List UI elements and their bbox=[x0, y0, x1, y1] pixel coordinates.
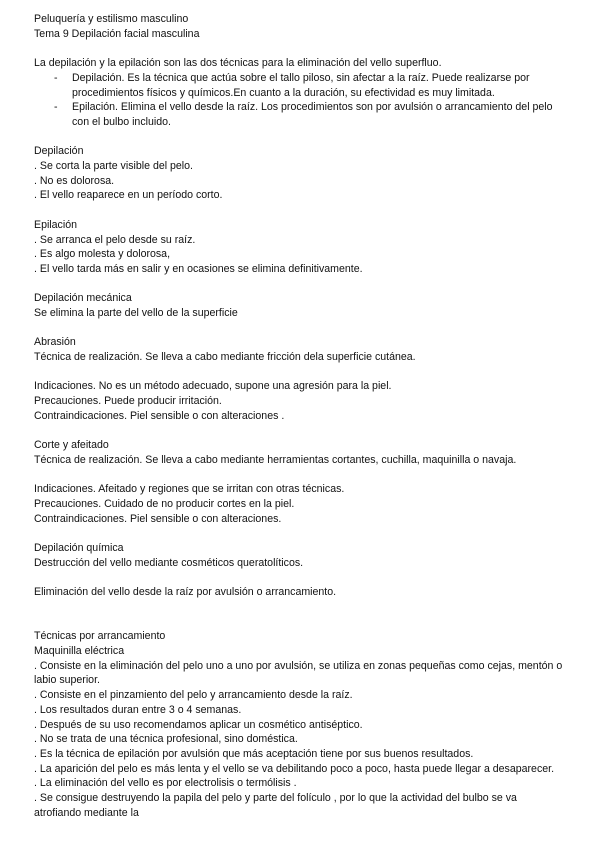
arrancamiento-line: . No se trata de una técnica profesional, sino doméstica. bbox=[34, 733, 298, 746]
section-title-arrancamiento: Técnicas por arrancamiento bbox=[34, 630, 166, 643]
epilacion-line: . Es algo molesta y dolorosa, bbox=[34, 248, 171, 261]
section-title-epilacion: Epilación bbox=[34, 218, 77, 231]
depilacion-line: . El vello reaparece en un período corto. bbox=[34, 189, 223, 202]
section-title-corte: Corte y afeitado bbox=[34, 439, 109, 452]
corte-precauciones: Precauciones. Cuidado de no producir cortes en la piel. bbox=[34, 498, 295, 511]
intro-bullet: - Depilación. Es la técnica que actúa sobre el tallo piloso, sin afectar a la raíz. Puede realizarse por procedimientos físicos y químicos.En cuanto a la duración, su efectividad es muy limitada. bbox=[54, 71, 530, 99]
intro-bullet-text: Depilación. Es la técnica que actúa sobre el tallo piloso, sin afectar a la raíz. Puede realizarse por procedimientos físicos y químicos.En cuanto a la duración, su efectividad es muy limitada. bbox=[72, 71, 530, 99]
section-title-depilacion: Depilación bbox=[34, 145, 84, 158]
arrancamiento-line: . La aparición del pelo es más lenta y el vello se va debilitando poco a poco, hasta puede llegar a desaparecer. bbox=[34, 762, 555, 775]
intro-bullet: - Epilación. Elimina el vello desde la raíz. Los procedimientos son por avulsión o arrancamiento del pelo con el bulbo incluido. bbox=[54, 101, 553, 128]
epilacion-line: . Se arranca el pelo desde su raíz. bbox=[34, 233, 196, 246]
arrancamiento-line: . Los resultados duran entre 3 o 4 semanas. bbox=[34, 703, 242, 716]
section-title-abrasion: Abrasión bbox=[34, 336, 76, 349]
intro-text: La depilación y la epilación son las dos técnicas para la eliminación del vello superfluo. bbox=[34, 57, 442, 70]
arrancamiento-line: . Después de su uso recomendamos aplicar un cosmético antiséptico. bbox=[34, 718, 363, 731]
corte-tecnica: Técnica de realización. Se lleva a cabo mediante herramientas cortantes, cuchilla, maquinilla o navaja. bbox=[34, 453, 517, 466]
course-title: Peluquería y estilismo masculino bbox=[34, 13, 189, 25]
quimica-eliminacion: Eliminación del vello desde la raíz por avulsión o arrancamiento. bbox=[34, 586, 337, 599]
abrasion-indicaciones: Indicaciones. No es un método adecuado, supone una agresión para la piel. bbox=[34, 380, 392, 393]
abrasion-tecnica: Técnica de realización. Se lleva a cabo mediante fricción dela superficie cutánea. bbox=[34, 351, 416, 364]
topic-title: Tema 9 Depilación facial masculina bbox=[34, 27, 200, 40]
mecanica-text: Se elimina la parte del vello de la superficie bbox=[34, 307, 238, 319]
subsection-title-maquinilla: Maquinilla eléctrica bbox=[34, 645, 125, 658]
epilacion-line: . El vello tarda más en salir y en ocasiones se elimina definitivamente. bbox=[34, 262, 363, 275]
depilacion-line: . Se corta la parte visible del pelo. bbox=[34, 160, 193, 172]
abrasion-precauciones: Precauciones. Puede producir irritación. bbox=[34, 395, 222, 408]
intro-bullet-list bbox=[34, 71, 564, 130]
section-title-mecanica: Depilación mecánica bbox=[34, 292, 132, 305]
document-body bbox=[34, 12, 564, 821]
arrancamiento-line: . Consiste en la eliminación del pelo uno a uno por avulsión, se utiliza en zonas pequeñas como cejas, mentón o labio superior. bbox=[34, 659, 563, 687]
quimica-text: Destrucción del vello mediante cosméticos queratolíticos. bbox=[34, 556, 304, 569]
arrancamiento-line: . La eliminación del vello es por electrolisis o termólisis . bbox=[34, 777, 297, 790]
arrancamiento-line: . Consiste en el pinzamiento del pelo y arrancamiento desde la raíz. bbox=[34, 689, 353, 702]
arrancamiento-line: . Es la técnica de epilación por avulsión que más aceptación tiene por sus buenos resultados. bbox=[34, 747, 474, 760]
corte-contraindicaciones: Contraindicaciones. Piel sensible o con alteraciones. bbox=[34, 512, 282, 525]
section-title-quimica: Depilación química bbox=[34, 542, 124, 555]
depilacion-line: . No es dolorosa. bbox=[34, 174, 115, 187]
corte-indicaciones: Indicaciones. Afeitado y regiones que se irritan con otras técnicas. bbox=[34, 483, 345, 496]
arrancamiento-line: . Se consigue destruyendo la papila del pelo y parte del folículo , por lo que la actividad del bulbo se va atrofiando mediante la bbox=[34, 792, 517, 819]
abrasion-contraindicaciones: Contraindicaciones. Piel sensible o con alteraciones . bbox=[34, 409, 285, 422]
intro-bullet-text: Epilación. Elimina el vello desde la raíz. Los procedimientos son por avulsión o arrancamiento del pelo con el bulbo incluido. bbox=[72, 101, 553, 128]
